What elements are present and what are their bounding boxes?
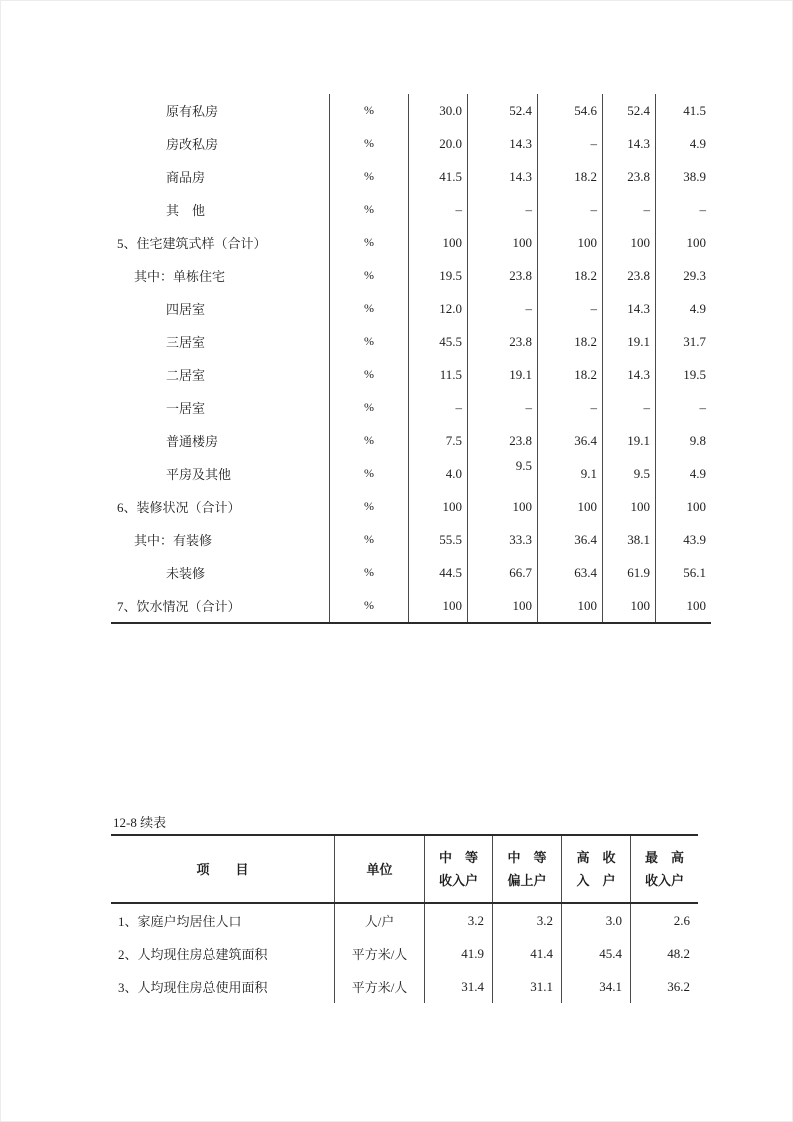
value-cell bbox=[655, 325, 711, 358]
header-group-lines bbox=[631, 846, 698, 892]
value-text: – bbox=[590, 201, 597, 217]
value-text: 23.8 bbox=[509, 333, 532, 349]
value-text: 11.5 bbox=[439, 366, 462, 382]
value-text: 100 bbox=[577, 597, 597, 613]
unit-cell: % bbox=[329, 358, 408, 391]
header-group-line1: 高 收 bbox=[576, 850, 616, 865]
value-text: 9.5 bbox=[633, 465, 650, 481]
value-text: 100 bbox=[686, 597, 706, 613]
value-text: – bbox=[590, 399, 597, 415]
unit-cell: % bbox=[329, 556, 408, 589]
value-cell bbox=[655, 457, 711, 490]
value-text: 38.1 bbox=[627, 531, 650, 547]
value-cell bbox=[467, 292, 537, 325]
value-text: 100 bbox=[512, 234, 532, 250]
value-cell bbox=[408, 424, 467, 457]
table-row bbox=[111, 358, 711, 391]
value-cell bbox=[602, 226, 655, 259]
housing-continued-table bbox=[111, 94, 711, 624]
value-text: 100 bbox=[686, 498, 706, 514]
value-cell: 2.6 bbox=[630, 904, 698, 937]
value-text: 52.4 bbox=[509, 102, 532, 118]
value-cell bbox=[537, 523, 602, 556]
table-row bbox=[111, 457, 711, 490]
table-row bbox=[111, 970, 698, 1003]
value-cell bbox=[537, 226, 602, 259]
table-row bbox=[111, 904, 698, 937]
unit-cell: % bbox=[329, 589, 408, 622]
table-row bbox=[111, 259, 711, 292]
value-text: – bbox=[590, 135, 597, 151]
value-cell bbox=[408, 193, 467, 226]
income-group-summary-table bbox=[111, 834, 698, 1003]
value-cell bbox=[602, 457, 655, 490]
value-cell bbox=[408, 127, 467, 160]
value-text: 23.8 bbox=[509, 267, 532, 283]
value-text: 4.9 bbox=[689, 300, 706, 316]
value-text: 9.1 bbox=[580, 465, 597, 481]
value-cell bbox=[655, 358, 711, 391]
table-row bbox=[111, 589, 711, 622]
item-label-cell: 房改私房 bbox=[166, 137, 219, 152]
unit-cell: % bbox=[329, 127, 408, 160]
value-cell bbox=[408, 325, 467, 358]
value-text: 4.0 bbox=[445, 465, 462, 481]
value-text: 31.7 bbox=[683, 333, 706, 349]
value-text: – bbox=[643, 399, 650, 415]
value-text: 30.0 bbox=[439, 102, 462, 118]
value-text: 23.8 bbox=[509, 432, 532, 448]
value-cell bbox=[537, 490, 602, 523]
value-cell bbox=[602, 523, 655, 556]
value-text: 41.5 bbox=[439, 168, 462, 184]
value-cell bbox=[655, 127, 711, 160]
value-text: – bbox=[525, 201, 532, 217]
value-cell bbox=[408, 358, 467, 391]
item-label-cell: 未装修 bbox=[166, 566, 206, 581]
value-text: 43.9 bbox=[683, 531, 706, 547]
table-row bbox=[111, 556, 711, 589]
value-text: 44.5 bbox=[439, 564, 462, 580]
value-cell bbox=[408, 490, 467, 523]
unit-cell: % bbox=[329, 160, 408, 193]
value-text: – bbox=[455, 399, 462, 415]
value-text: 100 bbox=[630, 597, 650, 613]
value-text: 33.3 bbox=[509, 531, 532, 547]
header-group-lines bbox=[425, 846, 492, 892]
value-cell bbox=[602, 589, 655, 622]
value-text: 12.0 bbox=[439, 300, 462, 316]
value-text: – bbox=[699, 201, 706, 217]
value-text: 36.4 bbox=[574, 432, 597, 448]
value-text: 14.3 bbox=[509, 135, 532, 151]
item-label-cell: 平房及其他 bbox=[166, 467, 232, 482]
value-cell bbox=[537, 292, 602, 325]
header-unit-column: 单位 bbox=[334, 836, 424, 902]
item-label-cell: 其 他 bbox=[166, 203, 206, 218]
value-text: 54.6 bbox=[574, 102, 597, 118]
unit-cell: % bbox=[329, 325, 408, 358]
value-text: 18.2 bbox=[574, 366, 597, 382]
value-cell bbox=[537, 160, 602, 193]
unit-cell: % bbox=[329, 226, 408, 259]
value-text: 14.3 bbox=[627, 135, 650, 151]
value-text: 36.4 bbox=[574, 531, 597, 547]
value-cell: 31.4 bbox=[424, 970, 492, 1003]
value-cell: 36.2 bbox=[630, 970, 698, 1003]
value-cell bbox=[655, 292, 711, 325]
value-text: 4.9 bbox=[689, 135, 706, 151]
value-text: – bbox=[455, 201, 462, 217]
header-group-line1: 中 等 bbox=[438, 850, 478, 865]
table-row bbox=[111, 226, 711, 259]
table-row bbox=[111, 160, 711, 193]
value-text: 55.5 bbox=[439, 531, 462, 547]
value-cell bbox=[467, 226, 537, 259]
value-text: 100 bbox=[686, 234, 706, 250]
value-text: 100 bbox=[577, 234, 597, 250]
value-cell bbox=[467, 160, 537, 193]
value-cell bbox=[467, 193, 537, 226]
item-label-cell: 二居室 bbox=[166, 368, 206, 383]
value-text: – bbox=[699, 399, 706, 415]
item-label-cell: 一居室 bbox=[166, 401, 206, 416]
value-text: 63.4 bbox=[574, 564, 597, 580]
value-text: 100 bbox=[442, 234, 462, 250]
header-group-line2: 偏上户 bbox=[507, 873, 547, 888]
value-cell: 45.4 bbox=[561, 937, 630, 970]
value-text: 100 bbox=[630, 498, 650, 514]
unit-cell: % bbox=[329, 457, 408, 490]
value-cell bbox=[537, 259, 602, 292]
value-cell bbox=[467, 259, 537, 292]
value-text: 19.5 bbox=[439, 267, 462, 283]
table-row bbox=[111, 193, 711, 226]
value-cell: 41.4 bbox=[492, 937, 561, 970]
value-cell: 34.1 bbox=[561, 970, 630, 1003]
value-cell bbox=[655, 523, 711, 556]
value-cell bbox=[467, 424, 537, 457]
table-row bbox=[111, 523, 711, 556]
table-row bbox=[111, 424, 711, 457]
value-text: 100 bbox=[442, 498, 462, 514]
value-cell bbox=[467, 325, 537, 358]
value-cell bbox=[408, 292, 467, 325]
value-text: 100 bbox=[630, 234, 650, 250]
value-cell bbox=[467, 127, 537, 160]
value-text: – bbox=[525, 300, 532, 316]
value-text: 100 bbox=[512, 498, 532, 514]
value-text: 18.2 bbox=[574, 168, 597, 184]
value-cell bbox=[602, 292, 655, 325]
value-cell bbox=[655, 94, 711, 127]
item-label-cell: 2、人均现住房总建筑面积 bbox=[118, 947, 268, 962]
value-text: 20.0 bbox=[439, 135, 462, 151]
value-cell bbox=[655, 556, 711, 589]
value-cell bbox=[467, 490, 537, 523]
unit-cell: % bbox=[329, 94, 408, 127]
table-row bbox=[111, 292, 711, 325]
item-label-cell: 5、住宅建筑式样（合计） bbox=[117, 236, 267, 251]
item-label-cell: 普通楼房 bbox=[166, 434, 219, 449]
value-cell bbox=[602, 160, 655, 193]
table-row bbox=[111, 937, 698, 970]
value-text: 18.2 bbox=[574, 333, 597, 349]
value-text: – bbox=[643, 201, 650, 217]
header-item-column: 项 目 bbox=[196, 861, 249, 877]
item-label-cell: 7、饮水情况（合计） bbox=[117, 599, 241, 614]
unit-cell: % bbox=[329, 490, 408, 523]
header-group-line2: 入 户 bbox=[576, 873, 616, 888]
value-cell bbox=[408, 589, 467, 622]
header-group-line2: 收入户 bbox=[644, 873, 684, 888]
table-row bbox=[111, 94, 711, 127]
value-cell bbox=[655, 490, 711, 523]
unit-cell: % bbox=[329, 424, 408, 457]
item-label-cell: 其中：单栋住宅 bbox=[134, 269, 226, 284]
value-cell bbox=[602, 391, 655, 424]
header-group-line2: 收入户 bbox=[438, 873, 478, 888]
unit-cell: % bbox=[329, 292, 408, 325]
unit-cell: 平方米/人 bbox=[334, 937, 424, 970]
value-cell bbox=[537, 556, 602, 589]
value-text: 23.8 bbox=[627, 168, 650, 184]
value-cell bbox=[602, 94, 655, 127]
value-cell bbox=[602, 325, 655, 358]
value-text: 23.8 bbox=[627, 267, 650, 283]
value-text: – bbox=[590, 300, 597, 316]
header-group-lines bbox=[562, 846, 630, 892]
value-cell bbox=[537, 127, 602, 160]
value-cell bbox=[408, 259, 467, 292]
value-cell bbox=[467, 589, 537, 622]
value-text: 100 bbox=[577, 498, 597, 514]
value-text: 19.1 bbox=[627, 333, 650, 349]
value-cell bbox=[602, 490, 655, 523]
value-text: 61.9 bbox=[627, 564, 650, 580]
value-text: 19.1 bbox=[509, 366, 532, 382]
value-text: 9.8 bbox=[689, 432, 706, 448]
value-text: 14.3 bbox=[627, 366, 650, 382]
header-group-line1: 最 高 bbox=[644, 850, 684, 865]
value-cell bbox=[537, 457, 602, 490]
value-text: 19.1 bbox=[627, 432, 650, 448]
unit-cell: % bbox=[329, 259, 408, 292]
value-cell bbox=[602, 556, 655, 589]
table-header-row bbox=[111, 836, 698, 904]
value-text: 56.1 bbox=[683, 564, 706, 580]
value-cell bbox=[408, 391, 467, 424]
table-body bbox=[111, 904, 698, 1003]
header-income-group bbox=[492, 836, 561, 902]
value-cell bbox=[467, 391, 537, 424]
value-cell bbox=[467, 457, 537, 490]
value-text: 14.3 bbox=[627, 300, 650, 316]
item-label-cell: 三居室 bbox=[166, 335, 206, 350]
value-cell: 48.2 bbox=[630, 937, 698, 970]
table-row bbox=[111, 391, 711, 424]
value-cell bbox=[467, 358, 537, 391]
value-text: 9.5 bbox=[515, 457, 532, 473]
value-cell bbox=[467, 523, 537, 556]
value-cell bbox=[537, 589, 602, 622]
value-cell: 41.9 bbox=[424, 937, 492, 970]
value-text: 14.3 bbox=[509, 168, 532, 184]
unit-cell: 平方米/人 bbox=[334, 970, 424, 1003]
value-text: – bbox=[525, 399, 532, 415]
item-label-cell: 3、人均现住房总使用面积 bbox=[118, 980, 268, 995]
value-cell bbox=[655, 424, 711, 457]
value-text: 19.5 bbox=[683, 366, 706, 382]
header-group-lines bbox=[493, 846, 561, 892]
value-cell bbox=[602, 127, 655, 160]
value-cell bbox=[537, 325, 602, 358]
value-cell: 31.1 bbox=[492, 970, 561, 1003]
value-cell bbox=[408, 556, 467, 589]
value-cell bbox=[537, 193, 602, 226]
value-cell: 3.2 bbox=[492, 904, 561, 937]
header-group-line1: 中 等 bbox=[507, 850, 547, 865]
value-cell bbox=[655, 160, 711, 193]
header-income-group bbox=[561, 836, 630, 902]
unit-cell: % bbox=[329, 391, 408, 424]
table-row bbox=[111, 127, 711, 160]
unit-cell: % bbox=[329, 193, 408, 226]
unit-cell: % bbox=[329, 523, 408, 556]
value-cell bbox=[602, 424, 655, 457]
item-label-cell: 1、家庭户均居住人口 bbox=[118, 914, 242, 929]
value-cell: 3.0 bbox=[561, 904, 630, 937]
header-income-group bbox=[630, 836, 698, 902]
value-text: 18.2 bbox=[574, 267, 597, 283]
value-text: 29.3 bbox=[683, 267, 706, 283]
value-text: 100 bbox=[442, 597, 462, 613]
value-cell bbox=[408, 457, 467, 490]
value-text: 66.7 bbox=[509, 564, 532, 580]
header-income-group bbox=[424, 836, 492, 902]
value-cell bbox=[537, 424, 602, 457]
value-cell bbox=[602, 358, 655, 391]
value-text: 45.5 bbox=[439, 333, 462, 349]
value-cell: 3.2 bbox=[424, 904, 492, 937]
value-cell bbox=[655, 226, 711, 259]
value-text: 4.9 bbox=[689, 465, 706, 481]
value-cell bbox=[537, 94, 602, 127]
item-label-cell: 商品房 bbox=[166, 170, 206, 185]
value-cell bbox=[537, 391, 602, 424]
value-text: 38.9 bbox=[683, 168, 706, 184]
value-cell bbox=[602, 193, 655, 226]
value-cell bbox=[408, 523, 467, 556]
value-cell bbox=[467, 556, 537, 589]
value-cell bbox=[655, 391, 711, 424]
table-row bbox=[111, 490, 711, 523]
value-cell bbox=[655, 589, 711, 622]
value-cell bbox=[602, 259, 655, 292]
value-text: 100 bbox=[512, 597, 532, 613]
value-cell bbox=[655, 259, 711, 292]
item-label-cell: 原有私房 bbox=[166, 104, 219, 119]
value-cell bbox=[537, 358, 602, 391]
value-cell bbox=[408, 160, 467, 193]
item-label-cell: 四居室 bbox=[166, 302, 206, 317]
value-cell bbox=[408, 94, 467, 127]
item-label-cell: 其中：有装修 bbox=[134, 533, 213, 548]
value-text: 41.5 bbox=[683, 102, 706, 118]
value-text: 7.5 bbox=[445, 432, 462, 448]
value-cell bbox=[467, 94, 537, 127]
value-text: 52.4 bbox=[627, 102, 650, 118]
table-caption: 12-8 续表 bbox=[113, 815, 167, 830]
table-row bbox=[111, 325, 711, 358]
value-cell bbox=[408, 226, 467, 259]
unit-cell: 人/户 bbox=[334, 904, 424, 937]
item-label-cell: 6、装修状况（合计） bbox=[117, 500, 241, 515]
value-cell bbox=[655, 193, 711, 226]
